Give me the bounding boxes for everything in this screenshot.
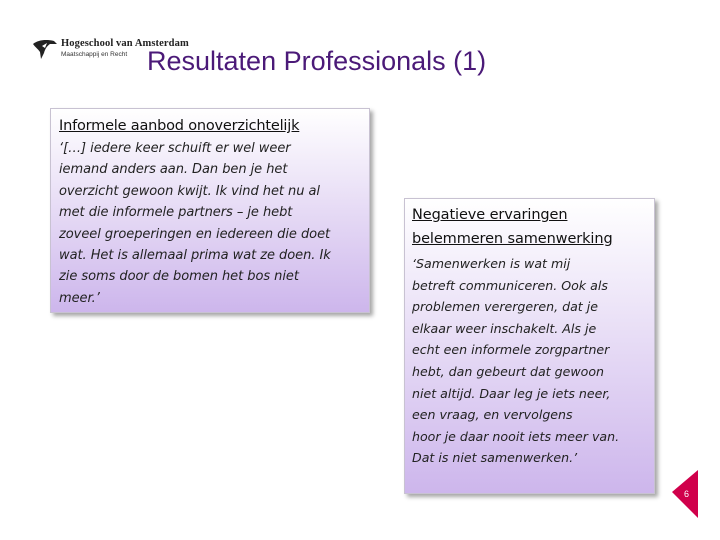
quote-line: elkaar weer inschakelt. Als je [412,320,597,336]
quote-text [412,253,648,469]
quote-line: een vraag, en vervolgens [412,407,573,423]
heading-line: belemmeren samenwerking [412,231,613,247]
quote-line: problemen verergeren, dat je [412,299,598,315]
quote-line: ‘[…] iedere keer schuift er wel weer [59,141,291,156]
logo-tagline: Maatschappij en Recht [61,51,128,58]
quote-line: Dat is niet samenwerken.’ [412,450,578,466]
quote-line: meer.’ [59,290,100,306]
quote-line: betreft communiceren. Ook als [412,277,608,293]
quote-line: iemand anders aan. Dan ben je het [59,162,288,178]
quote-box-informal-offer [50,108,370,313]
quote-line: wat. Het is allemaal prima wat ze doen. Ik [59,248,331,264]
quote-line: echt een informele zorgpartner [412,342,610,358]
quote-line: hoor je daar nooit iets meer van. [412,428,620,444]
quote-line: met die informele partners – je hebt [59,205,293,221]
quote-box-negative-experiences [404,198,655,494]
quote-line: ‘Samenwerken is wat mij [412,256,571,271]
page-number: 6 [684,489,690,499]
logo-name: Hogeschool van Amsterdam [61,38,189,49]
quote-line: hebt, dan gebeurt dat gewoon [412,363,605,379]
quote-line: niet altijd. Daar leg je iets neer, [412,385,611,401]
quote-line: overzicht gewoon kwijt. Ik vind het nu al [59,183,320,199]
quote-box-heading: Informele aanbod onoverzichtelijk [59,118,300,134]
quote-line: zie soms door de bomen het bos niet [59,269,299,285]
quote-line: zoveel groeperingen en iedereen die doet [59,226,331,242]
quote-box-heading [412,203,648,251]
quote-text [59,138,361,309]
heading-line: Negatieve ervaringen [412,207,568,223]
slide-title: Resultaten Professionals (1) [147,46,487,76]
logo-bird-icon [32,38,58,60]
